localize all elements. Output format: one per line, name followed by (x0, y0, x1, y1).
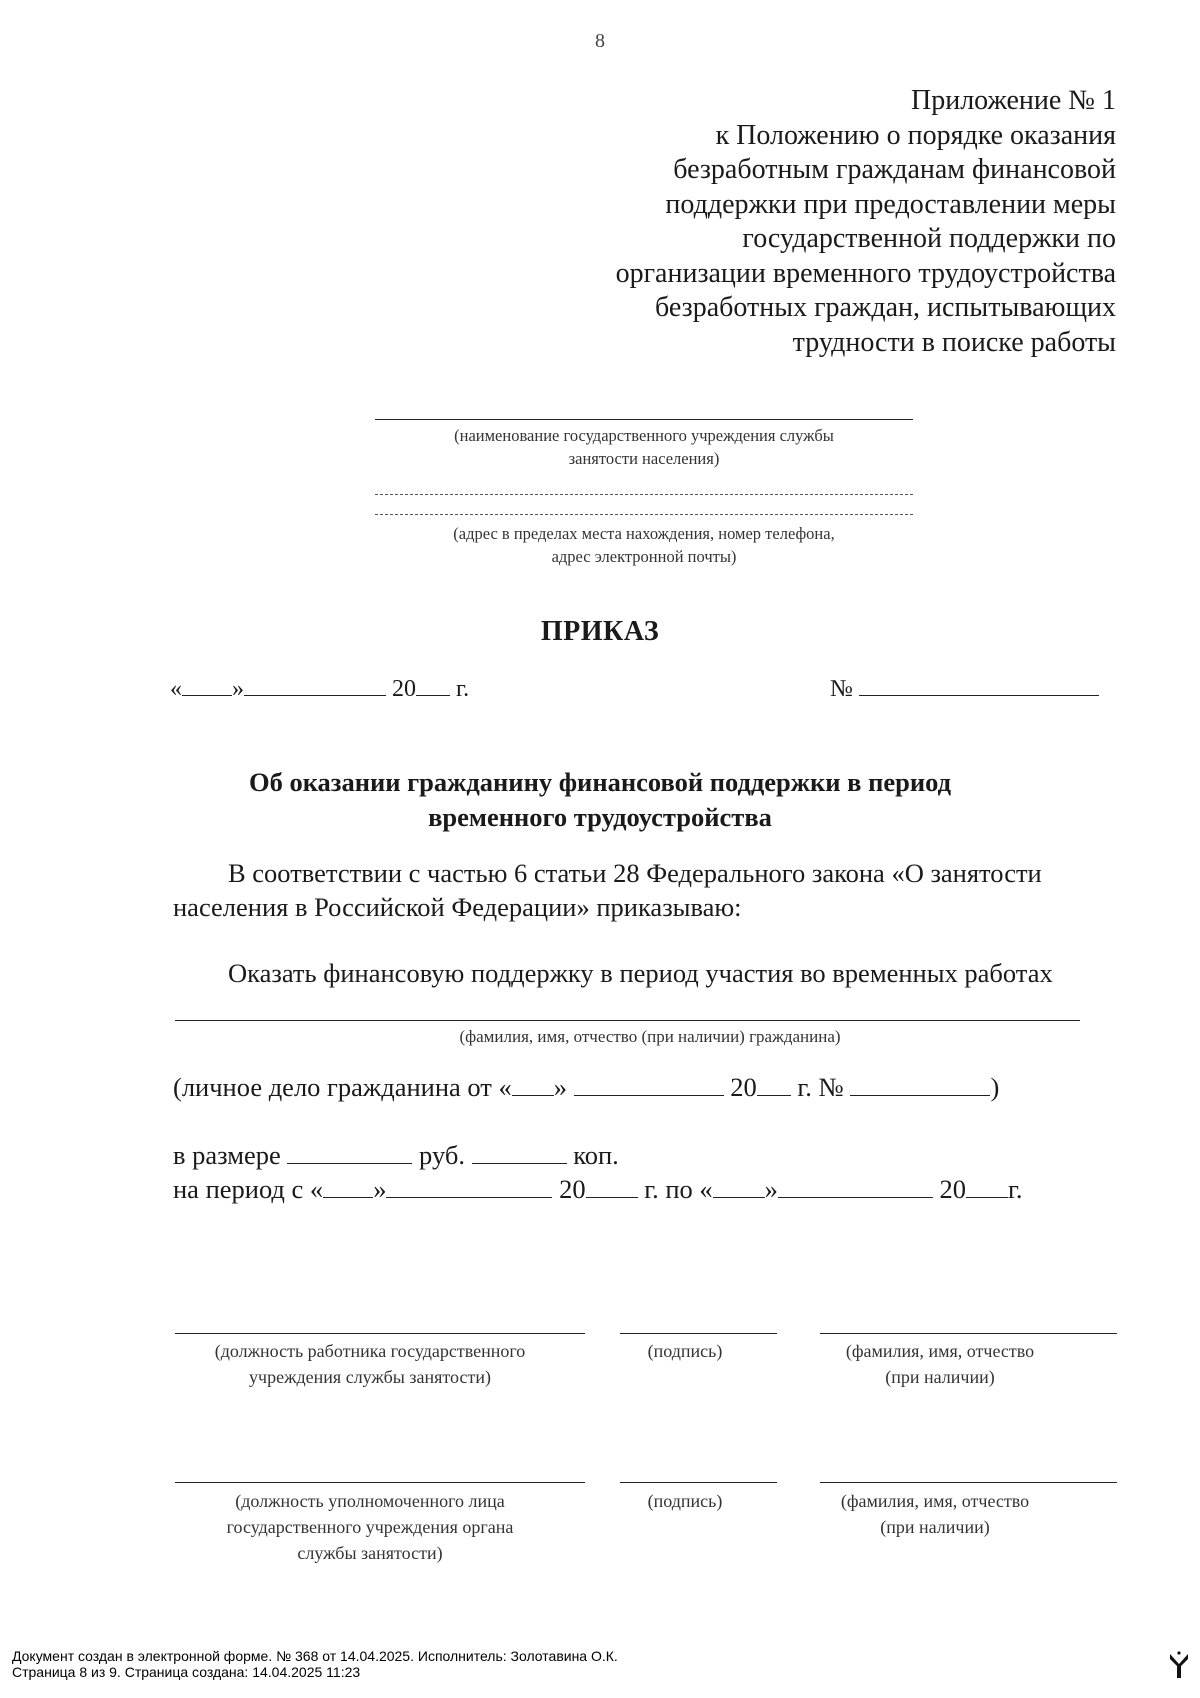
signature2-position-line (175, 1482, 585, 1483)
appendix-line: поддержки при предоставлении меры (665, 188, 1116, 220)
period-start-month-blank (386, 1175, 552, 1198)
address-line-1 (375, 494, 913, 495)
signature1-position-line (175, 1333, 585, 1334)
signature1-sign-caption: (подпись) (647, 1341, 723, 1361)
signature1-sign-line (620, 1333, 777, 1334)
appendix-line: безработных граждан, испытывающих (655, 292, 1116, 323)
order-number: № (830, 673, 1110, 703)
personal-case-line: (личное дело гражданина от « » 20 г. № ) (173, 1072, 1000, 1102)
case-month-blank (574, 1073, 724, 1096)
month-blank (244, 673, 386, 696)
appendix-line: государственной поддержки по (742, 223, 1116, 254)
address-line-2 (375, 514, 913, 515)
document-footer: Документ создан в электронной форме. № 368 от 14.04.2025. Исполнитель: Золотавина О.К. Страница 8 из 9. Страница создана: 14.04.2025 11:23 (12, 1648, 618, 1680)
period-end-month-blank (778, 1175, 933, 1198)
case-year-blank (757, 1073, 791, 1096)
signature1-name-caption: (фамилия, имя, отчество (при наличии) (845, 1341, 1035, 1387)
case-number-blank (850, 1073, 990, 1096)
kop-blank (472, 1141, 567, 1164)
support-paragraph: Оказать финансовую поддержку в период участия во временных работах (228, 958, 1053, 988)
period-start-year-blank (586, 1175, 638, 1198)
address-caption: (адрес в пределах места нахождения, номер телефона, адрес электронной почты) (453, 524, 835, 566)
signature1-position-caption: (должность работника государственного учреждения службы занятости) (214, 1341, 526, 1387)
appendix-line: организации временного трудоустройства (615, 257, 1116, 289)
period-end-year-blank (966, 1175, 1008, 1198)
period-start-day-blank (323, 1175, 373, 1198)
order-heading: Об оказании гражданину финансовой поддержки в период временного трудоустройства (248, 767, 952, 832)
institution-name-line (375, 419, 913, 420)
order-number-blank (859, 673, 1099, 696)
case-day-blank (512, 1073, 554, 1096)
appendix-block (556, 84, 1116, 360)
rub-blank (287, 1141, 412, 1164)
page-number: 8 (595, 30, 605, 52)
date-line: « » 20 г. (170, 673, 490, 703)
signature2-sign-line (620, 1482, 777, 1483)
signature2-name-line (820, 1482, 1117, 1483)
signature2-name-caption: (фамилия, имя, отчество (при наличии) (840, 1491, 1030, 1537)
institution-name-caption: (наименование государственного учреждения службы занятости населения) (454, 426, 834, 468)
year-blank (416, 673, 450, 696)
appendix-line: Приложение № 1 (911, 85, 1116, 116)
emblem-icon (1168, 1650, 1190, 1680)
appendix-line: безработным гражданам финансовой (673, 154, 1116, 185)
citizen-name-line (175, 1020, 1080, 1021)
document-title: ПРИКАЗ (540, 616, 660, 647)
signature2-sign-caption: (подпись) (647, 1491, 723, 1511)
appendix-line: трудности в поиске работы (792, 326, 1116, 358)
day-blank (182, 673, 232, 696)
period-end-day-blank (713, 1175, 765, 1198)
signature1-name-line (820, 1333, 1117, 1334)
legal-basis-paragraph: В соответствии с частью 6 статьи 28 Федерального закона «О занятости населения в Российской Федерации» приказываю: (173, 858, 1042, 922)
signature2-position-caption: (должность уполномоченного лица государственного учреждения органа службы занятости) (226, 1491, 514, 1563)
appendix-line: к Положению о порядке оказания (715, 119, 1116, 151)
amount-line: в размере руб. коп. (173, 1140, 619, 1170)
period-line: на период с « » 20 г. по « » 20 г. (173, 1174, 1023, 1204)
citizen-name-caption: (фамилия, имя, отчество (при наличии) гражданина) (459, 1027, 841, 1046)
